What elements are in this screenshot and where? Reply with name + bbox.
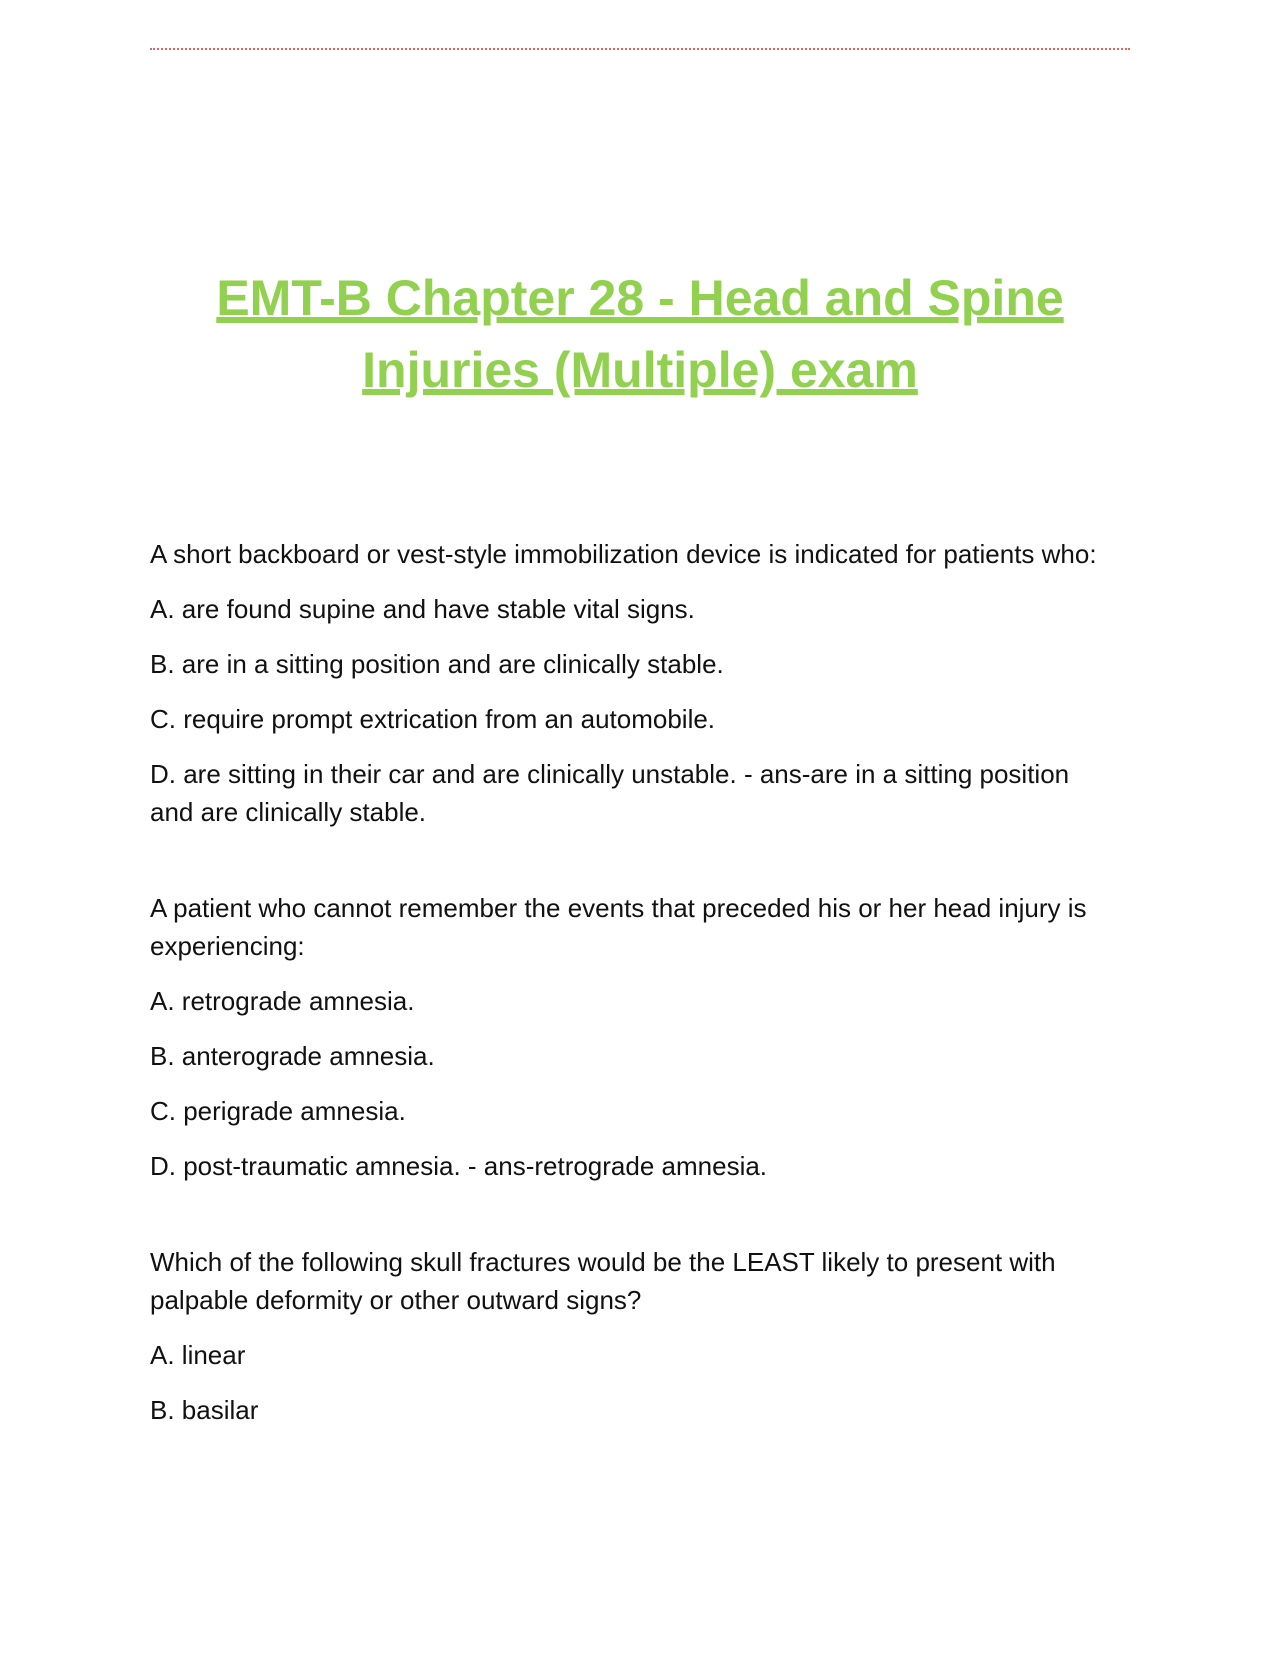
question-2-option-c: C. perigrade amnesia.: [150, 1096, 406, 1126]
question-3: [150, 1243, 1115, 1429]
question-1-option-d-answer: D. are sitting in their car and are clinically unstable. - ans-are in a sitting position and are clinically stable.: [150, 759, 1070, 827]
question-2-option-a: A. retrograde amnesia.: [150, 986, 415, 1016]
question-1-option-b: B. are in a sitting position and are clinically stable.: [150, 649, 724, 679]
question-1: [150, 535, 1115, 831]
question-1-option-a: A. are found supine and have stable vital signs.: [150, 594, 695, 624]
question-3-option-a: A. linear: [150, 1340, 246, 1370]
question-list: [150, 535, 1115, 1487]
document-title: EMT-B Chapter 28 - Head and Spine Injuries (Multiple) exam: [216, 270, 1064, 398]
question-2-prompt: A patient who cannot remember the events that preceded his or her head injury is experiencing:: [150, 893, 1087, 961]
question-1-option-c: C. require prompt extrication from an automobile.: [150, 704, 716, 734]
question-2-option-d-answer: D. post-traumatic amnesia. - ans-retrograde amnesia.: [150, 1151, 768, 1181]
question-3-prompt: Which of the following skull fractures would be the LEAST likely to present with palpable deformity or other outward signs?: [150, 1247, 1056, 1315]
question-3-option-b: B. basilar: [150, 1395, 259, 1425]
question-1-prompt: A short backboard or vest-style immobilization device is indicated for patients who:: [150, 539, 1097, 569]
question-2-option-b: B. anterograde amnesia.: [150, 1041, 435, 1071]
question-2: [150, 889, 1115, 1185]
header-dotted-rule: [150, 48, 1130, 50]
